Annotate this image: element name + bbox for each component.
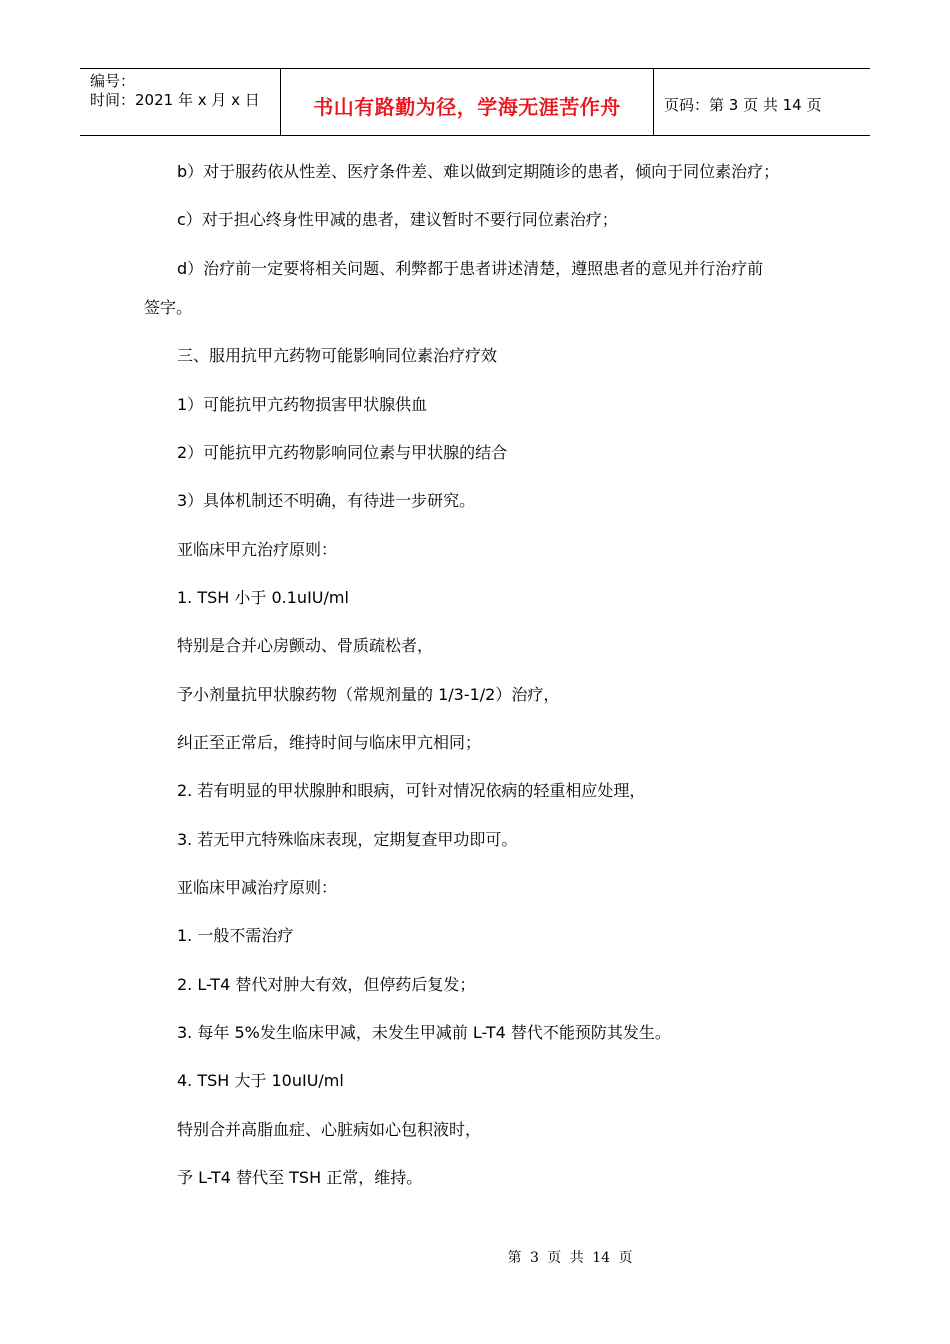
body-line: 予 L-T4 替代至 TSH 正常，维持。 xyxy=(177,1168,423,1187)
header-motto: 书山有路勤为径，学海无涯苦作舟 xyxy=(281,69,654,135)
document-date: 时间：2021 年 x 月 x 日 xyxy=(90,91,260,109)
section-heading: 三、服用抗甲亢药物可能影响同位素治疗疗效 xyxy=(177,346,498,365)
body-line: 1. TSH 小于 0.1uIU/ml xyxy=(177,588,349,607)
body-line: 3）具体机制还不明确，有待进一步研究。 xyxy=(177,491,476,510)
body-line: 2. L-T4 替代对肿大有效，但停药后复发； xyxy=(177,975,476,994)
body-line: 3. 每年 5%发生临床甲减，未发生甲减前 L-T4 替代不能预防其发生。 xyxy=(177,1023,671,1042)
document-header xyxy=(80,68,870,136)
body-line: 1）可能抗甲亢药物损害甲状腺供血 xyxy=(177,395,428,414)
body-line: 特别是合并心房颤动、骨质疏松者， xyxy=(177,636,434,655)
body-line: 2. 若有明显的甲状腺肿和眼病，可针对情况依病的轻重相应处理， xyxy=(177,781,646,800)
body-line: 予小剂量抗甲状腺药物（常规剂量的 1/3-1/2）治疗， xyxy=(177,685,560,704)
body-line: 签字。 xyxy=(144,298,193,317)
body-line: 4. TSH 大于 10uIU/ml xyxy=(177,1071,344,1090)
body-line: 3. 若无甲亢特殊临床表现，定期复查甲功即可。 xyxy=(177,830,518,849)
body-line: 特别合并高脂血症、心脏病如心包积液时， xyxy=(177,1120,482,1139)
body-line: 1. 一般不需治疗 xyxy=(177,926,294,945)
header-page-info: 页码：第 3 页 共 14 页 xyxy=(664,95,822,114)
body-line: d）治疗前一定要将相关问题、利弊都于患者讲述清楚，遵照患者的意见并行治疗前 xyxy=(177,259,764,278)
body-line: 2）可能抗甲亢药物影响同位素与甲状腺的结合 xyxy=(177,443,508,462)
header-meta xyxy=(80,69,281,135)
page-footer: 第 3 页 共 14 页 xyxy=(507,1250,633,1266)
subsection-heading: 亚临床甲减治疗原则： xyxy=(177,878,338,897)
document-number-label: 编号： xyxy=(90,72,136,90)
body-line: 纠正至正常后，维持时间与临床甲亢相同； xyxy=(177,733,482,752)
body-line: b）对于服药依从性差、医疗条件差、难以做到定期随诊的患者，倾向于同位素治疗； xyxy=(177,162,780,181)
subsection-heading: 亚临床甲亢治疗原则： xyxy=(177,540,338,559)
body-line: c）对于担心终身性甲减的患者，建议暂时不要行同位素治疗； xyxy=(177,210,618,229)
